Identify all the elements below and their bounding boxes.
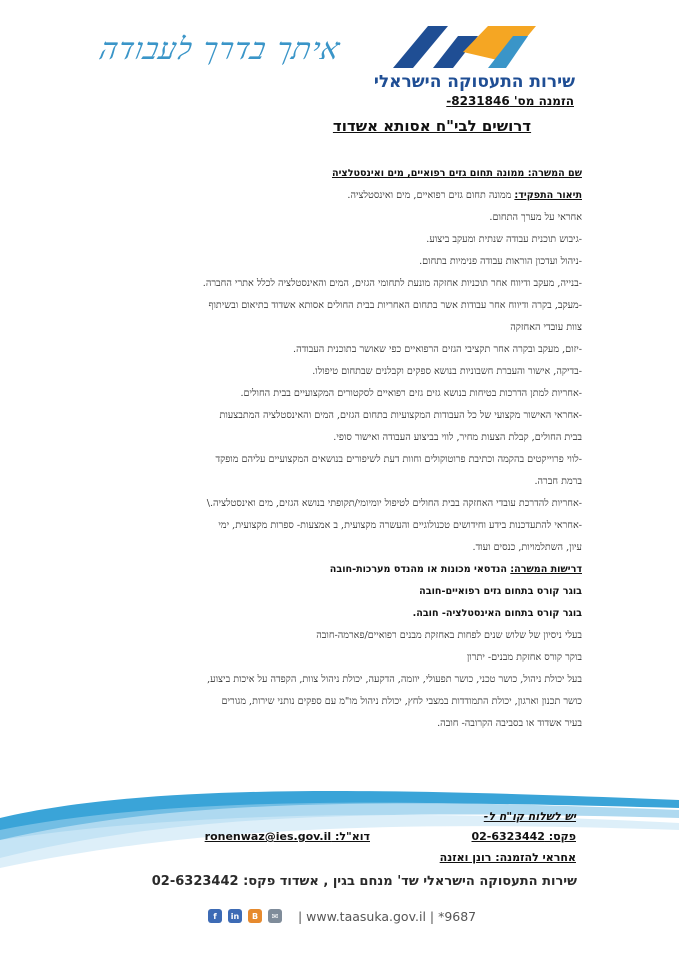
line-text: -יזום, מעקב ובקרה אחר תקציבי הגזים הרפואיים כפי שאושר בתוכנית העבודה.: [293, 344, 582, 355]
body-line: [16, 163, 582, 185]
line-text: בעלי ניסיון של שלוש שנים לפחות באחזקת מבנים רפואיים/פארמה-חובה: [316, 630, 582, 641]
body-line: [16, 515, 582, 537]
org-name: שירות התעסוקה הישראלי: [373, 72, 575, 92]
email-link[interactable]: דוא"ל: ronenwaz@ies.gov.il: [204, 830, 370, 843]
line-text: -מעקב, בקרה ודיווח אחר עבודות אשר בתחום האחריות בבית החולים אסותא אשדוד בתיאום ובשיתוף: [208, 300, 582, 311]
line-label: דרישות המשרה:: [510, 564, 582, 575]
body-line: [16, 295, 582, 317]
line-text: -ניהול ועדכון הוראות עבודה פנימיות בתחום.: [419, 256, 582, 267]
email-icon[interactable]: ✉: [268, 909, 282, 923]
body-line: [16, 603, 582, 625]
decorative-wave: [0, 778, 679, 868]
line-text: כושר תכנון וארגון, יכולת התמודדות במצבי לחץ, יכולת ניהול מו"מ עם ספקים נותני שירות, מגורים: [221, 696, 582, 707]
body-line: [16, 471, 582, 493]
line-text: -בנייה, מעקב ודיווח אחר תוכניות אחזקה מונעת לתחומי הגזים, המים והאינסטלציה לכלל אתרי החברה.: [202, 278, 582, 289]
line-text: -אחראי להתעדכנות בידע וחידושים טכנולוגיים והעשרה מקצועית, ב אמצעות- ספרות מקצועית, ימי: [218, 520, 582, 531]
body-line: [16, 427, 582, 449]
line-text: צוות עובדי האחזקה: [510, 322, 582, 333]
linkedin-icon[interactable]: in: [228, 909, 242, 923]
facebook-icon[interactable]: f: [208, 909, 222, 923]
website-and-phone[interactable]: | www.taasuka.gov.il | *9687: [298, 908, 477, 924]
body-line: [16, 339, 582, 361]
line-text: -אחריות למתן הדרכות בטיחות בנושא גזים גזים רפואיים לסקטורים המקצועיים בבית החולים.: [240, 388, 582, 399]
job-description: [16, 163, 582, 735]
contact-person: אחראי להזמנה: רונן ואזנה: [439, 851, 576, 864]
line-text: ממונה תחום גזים רפואיים, מים ואינסטלציה: [332, 168, 528, 179]
line-text: ממונה תחום גזים רפואיים, מים ואינסטלציה.: [347, 190, 515, 201]
line-text: ברמת חברה.: [534, 476, 582, 487]
send-cv-label: יש לשלוח קו"ח ל-: [483, 810, 576, 823]
line-text: בעל יכולת ניהול, כושר טכני, כושר תפעולי, יוזמה, הדקעה, יכולת ניהול צוות, הקפדה על איכות ביצוע,: [207, 674, 582, 685]
line-text: בוקר קורס אחזקת מבנים- יתרון: [466, 652, 582, 663]
line-text: בוגר קורס בתחום גזים רפואיים-חובה: [419, 586, 582, 597]
blogger-icon[interactable]: B: [248, 909, 262, 923]
line-text: בעיר אשדוד או בסביבה הקרובה- חובה.: [437, 718, 582, 729]
line-label: שם המשרה:: [527, 168, 582, 179]
body-line: [16, 383, 582, 405]
body-line: [16, 537, 582, 559]
line-label: תיאור התפקיד:: [514, 190, 582, 201]
order-number: הזמנה מס' 8231846-: [446, 94, 574, 108]
line-text: בבית החולים, קבלת הצעות מחיר, לווי בביצוע העבודה ואישור סופי.: [333, 432, 582, 443]
body-line: [16, 493, 582, 515]
body-line: [16, 669, 582, 691]
line-text: הנדסאי מכונות או מהנדס מערכות-חובה: [329, 564, 511, 575]
line-text: -לווי פרוייקטים בהקמה וכתיבת פרוטוקולים וחוות דעת לשיפורים בנושאים המקצועיים עליהם מופקד: [215, 454, 582, 465]
line-text: בוגר קורס בתחום האינסטלציה- חובה.: [412, 608, 582, 619]
body-line: [16, 449, 582, 471]
line-text: -אחראי האישור מקצועי של כל העבודות המקצועיות בתחום הגזים, המים והאינסטלציה המתבצעות: [219, 410, 582, 421]
body-line: [16, 229, 582, 251]
line-text: -בדיקה, אישור והעברת חשבוניות בנושא ספקים וקבלנים שבתחום טיפולו.: [312, 366, 582, 377]
body-line: [16, 273, 582, 295]
body-line: [16, 713, 582, 735]
line-text: אחראי על מערך התחום.: [489, 212, 582, 223]
line-text: -גיבוש תוכנית עבודה שנתית ומעקב ביצוע.: [426, 234, 582, 245]
body-line: [16, 207, 582, 229]
body-line: [16, 185, 582, 207]
body-line: [16, 647, 582, 669]
footer-links: [208, 905, 476, 927]
body-line: [16, 361, 582, 383]
line-text: -אחריות להדרכת עובדי האחזקה בבית החולים לטיפול יומיומי/תקופתי בנושא הגזים, מים ואינסטלציה.\: [206, 498, 582, 509]
line-text: עיון, השתלמויות, כנסים ועוד.: [472, 542, 582, 553]
body-line: [16, 251, 582, 273]
fax-number: פקס: 02-6323442: [471, 830, 576, 843]
body-line: [16, 317, 582, 339]
body-line: [16, 559, 582, 581]
headline: דרושים לבי"ח אסותא אשדוד: [332, 117, 532, 135]
body-line: [16, 625, 582, 647]
body-line: [16, 691, 582, 713]
footer-address: שירות התעסוקה הישראלי שד' מנחם בגין , אשדוד פקס: 02-6323442: [151, 874, 577, 889]
slogan: איתך בדרך לעבודה: [96, 32, 344, 67]
body-line: [16, 405, 582, 427]
body-line: [16, 581, 582, 603]
agency-logo: [388, 22, 538, 70]
